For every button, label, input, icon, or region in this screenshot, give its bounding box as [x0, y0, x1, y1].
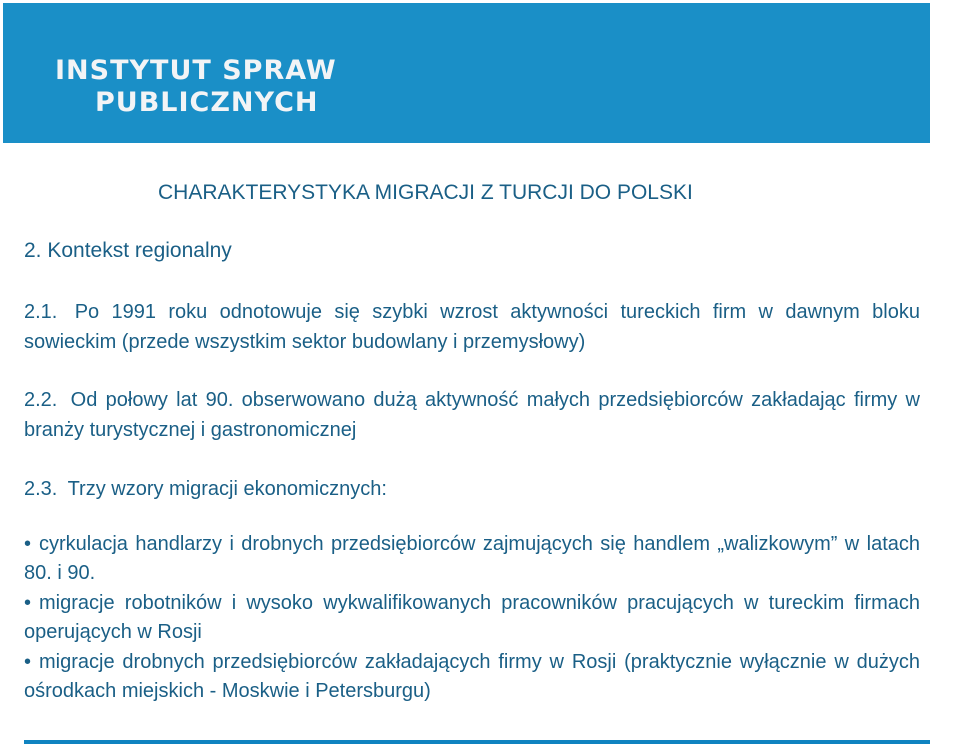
header-banner — [3, 3, 930, 143]
paragraph-text: Od połowy lat 90. obserwowano dużą aktywność małych przedsiębiorców zakładając firmy w branży turystycznej i gastronomicznej — [24, 389, 920, 441]
institute-logo — [55, 55, 337, 119]
list-item-text: migracje robotników i wysoko wykwalifikowanych pracowników pracujących w tureckim firmach operujących w Rosji — [24, 592, 920, 643]
paragraph-2-2 — [24, 385, 920, 445]
paragraph-2-1 — [24, 297, 920, 357]
list-item-text: migracje drobnych przedsiębiorców zakładających firmy w Rosji (praktycznie wyłącznie w dużych ośrodkach miejskich - Moskwie i Petersburgu) — [24, 651, 920, 702]
paragraph-number: 2.1. — [24, 301, 58, 323]
list-item — [24, 530, 920, 588]
list-item-text: cyrkulacja handlarzy i drobnych przedsiębiorców zajmujących się handlem „walizkowym” w latach 80. i 90. — [24, 533, 920, 584]
bullet-list — [24, 530, 920, 707]
list-item — [24, 589, 920, 647]
list-item — [24, 648, 920, 706]
bullet-icon: • — [24, 651, 32, 673]
bullet-icon: • — [24, 592, 32, 614]
paragraph-number: 2.2. — [24, 389, 58, 411]
paragraph-text: Trzy wzory migracji ekonomicznych: — [67, 478, 387, 500]
page-title: CHARAKTERYSTYKA MIGRACJI Z TURCJI DO POLSKI — [158, 181, 693, 204]
section-heading: 2. Kontekst regionalny — [24, 239, 232, 262]
paragraph-text: Po 1991 roku odnotowuje się szybki wzrost aktywności tureckich firm w dawnym bloku sowieckim (przede wszystkim sektor budowlany i przemysłowy) — [24, 301, 920, 353]
paragraph-number: 2.3. — [24, 478, 58, 500]
logo-line-2: PUBLICZNYCH — [95, 87, 319, 118]
paragraph-2-3 — [24, 474, 920, 504]
footer-divider — [24, 740, 930, 744]
bullet-icon: • — [24, 533, 32, 555]
logo-line-1: INSTYTUT SPRAW — [55, 55, 337, 86]
